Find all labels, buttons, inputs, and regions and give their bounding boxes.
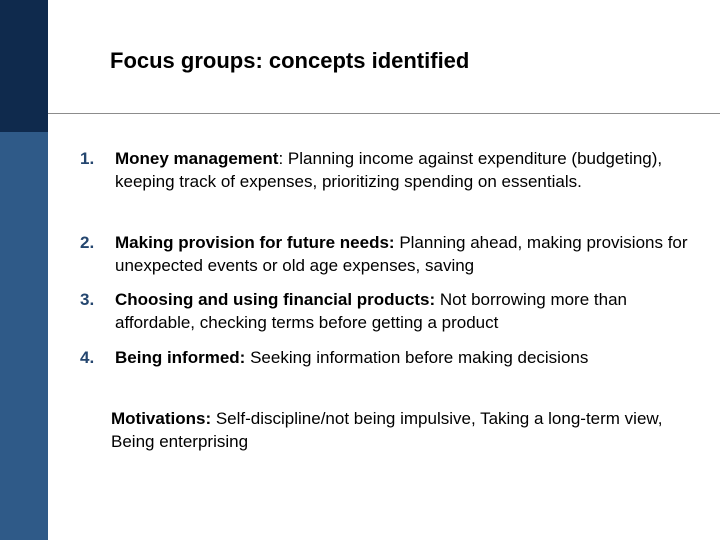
list-item-description: Planning ahead, making provisions for unexpected events or old age expenses, saving bbox=[115, 233, 688, 275]
motivations-text: Self-discipline/not being impulsive, Taking a long-term view, Being enterprising bbox=[111, 409, 663, 451]
list-item-term: Making provision for future needs: bbox=[115, 233, 395, 252]
sidebar-accent-dark bbox=[0, 0, 48, 132]
list-item-description: : Planning income against expenditure (budgeting), keeping track of expenses, prioritizing spending on essentials. bbox=[115, 149, 663, 191]
list-item-text bbox=[115, 147, 690, 193]
list-number: 3. bbox=[80, 290, 95, 309]
list-item-description: Seeking information before making decisions bbox=[245, 348, 589, 367]
motivations-label: Motivations: bbox=[111, 409, 212, 428]
list-item-text bbox=[115, 231, 690, 277]
list-item bbox=[80, 288, 690, 334]
title-divider bbox=[48, 113, 720, 114]
list-number: 2. bbox=[80, 233, 95, 252]
list-number: 4. bbox=[80, 348, 95, 367]
list-item-text bbox=[115, 346, 690, 369]
list-item bbox=[80, 147, 690, 193]
slide-title: Focus groups: concepts identified bbox=[110, 48, 470, 73]
list-item-term: Money management bbox=[115, 149, 279, 168]
sidebar-accent-light bbox=[0, 132, 48, 540]
list-item-term: Choosing and using financial products: bbox=[115, 290, 436, 309]
list-item bbox=[80, 346, 690, 369]
motivations-note bbox=[111, 407, 686, 453]
list-item-term: Being informed: bbox=[115, 348, 246, 367]
list-number: 1. bbox=[80, 149, 95, 168]
list-item-text bbox=[115, 288, 690, 334]
list-item-description: Not borrowing more than affordable, checking terms before getting a product bbox=[115, 290, 627, 332]
list-item bbox=[80, 231, 690, 277]
